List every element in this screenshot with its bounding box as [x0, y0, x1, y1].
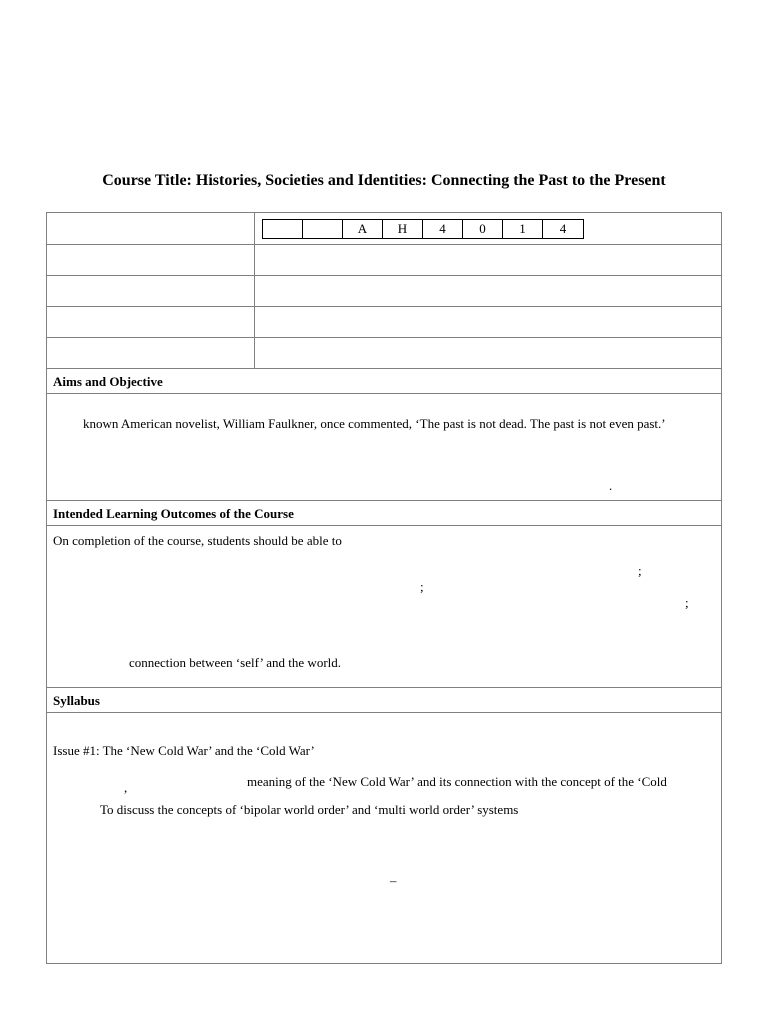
row-divider — [47, 275, 721, 276]
code-cell: 0 — [463, 220, 503, 238]
code-cell — [303, 220, 343, 238]
row-divider — [47, 500, 721, 501]
aims-heading: Aims and Objective — [53, 374, 163, 389]
aims-dot: . — [609, 478, 613, 493]
code-cell: H — [383, 220, 423, 238]
course-title: Course Title: Histories, Societies and Identities: Connecting the Past to the Present — [102, 172, 666, 189]
row-divider — [47, 306, 721, 307]
ilo-semicolon: ; — [685, 595, 689, 610]
column-divider — [254, 213, 255, 369]
ilo-heading: Intended Learning Outcomes of the Course — [53, 506, 294, 521]
syllabus-heading: Syllabus — [53, 693, 100, 708]
row-divider — [47, 393, 721, 394]
course-code-box — [262, 219, 584, 239]
row-divider — [47, 368, 721, 369]
ilo-semicolon: ; — [638, 563, 642, 578]
row-divider — [47, 712, 721, 713]
row-divider — [47, 525, 721, 526]
syllabus-issue: Issue #1: The ‘New Cold War’ and the ‘Cold War’ — [53, 743, 315, 758]
code-cell: 1 — [503, 220, 543, 238]
ilo-semicolon: ; — [420, 579, 424, 594]
code-cell — [263, 220, 303, 238]
code-cell: 4 — [559, 221, 567, 236]
code-cell: 4 — [423, 220, 463, 238]
ilo-intro: On completion of the course, students should be able to — [53, 533, 342, 548]
code-cell: A — [343, 220, 383, 238]
aims-text: known American novelist, William Faulkner, once commented, ‘The past is not dead. The past is not even past.’ — [83, 416, 666, 431]
course-form-table — [46, 212, 722, 964]
syllabus-line: meaning of the ‘New Cold War’ and its connection with the concept of the ‘Cold — [247, 774, 667, 789]
row-divider — [47, 244, 721, 245]
syllabus-comma: , — [124, 780, 128, 795]
syllabus-dash: – — [390, 873, 397, 888]
row-divider — [47, 337, 721, 338]
row-divider — [47, 687, 721, 688]
ilo-last-line: connection between ‘self’ and the world. — [129, 655, 342, 670]
syllabus-line: To discuss the concepts of ‘bipolar world order’ and ‘multi world order’ systems — [100, 802, 519, 817]
